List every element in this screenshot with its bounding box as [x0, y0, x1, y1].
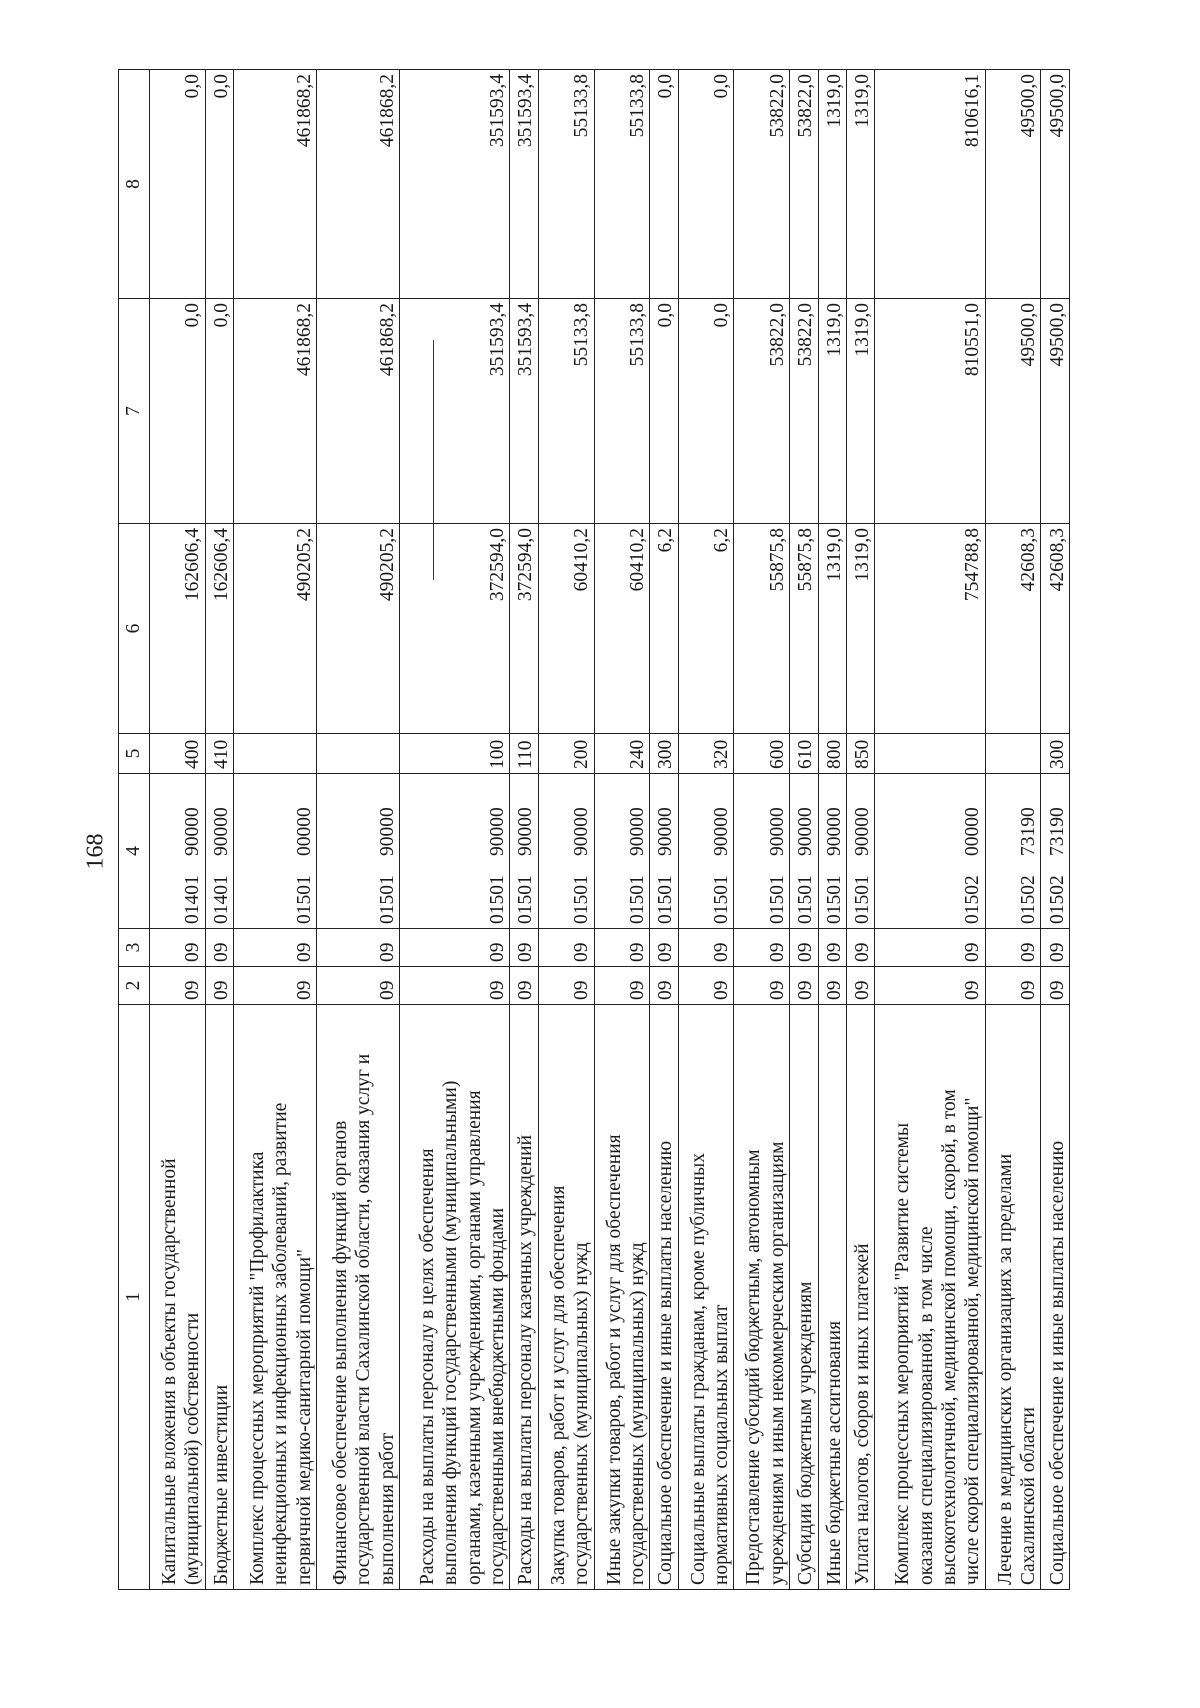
row-subsection-code: 09: [734, 929, 790, 967]
row-value-col7: 55133,8: [594, 299, 650, 524]
target-article-direction: 90000: [823, 807, 845, 856]
table-row: [734, 70, 790, 1590]
row-value-col6: 490205,2: [317, 524, 400, 734]
table-row: [150, 70, 206, 1590]
row-section-code: 09: [985, 967, 1041, 1005]
table-row: [205, 70, 233, 1590]
row-expense-type: 400: [150, 734, 206, 774]
row-section-code: 09: [818, 967, 846, 1005]
row-expense-type: 410: [205, 734, 233, 774]
row-value-col7: 461868,2: [234, 299, 317, 524]
table-row: [790, 70, 818, 1590]
target-article-direction: 90000: [766, 807, 788, 856]
row-value-col7: 0,0: [678, 299, 734, 524]
row-subsection-code: 09: [234, 929, 317, 967]
target-article-direction: 90000: [487, 807, 509, 856]
row-expense-type: [234, 734, 317, 774]
row-subsection-code: 09: [790, 929, 818, 967]
row-value-col6: 372594,0: [400, 524, 510, 734]
target-article-program: 01501: [852, 875, 874, 924]
row-name: Социальное обеспечение и иные выплаты населению: [1041, 1005, 1070, 1590]
row-value-col7: 53822,0: [790, 299, 818, 524]
row-name: Иные бюджетные ассигнования: [818, 1005, 846, 1590]
budget-table: [118, 69, 1070, 1590]
header-col-1: 1: [119, 1005, 150, 1590]
row-expense-type: [317, 734, 400, 774]
row-expense-type: 850: [847, 734, 875, 774]
table-row: [594, 70, 650, 1590]
target-article-program: 01401: [210, 875, 232, 924]
row-target-article: [510, 774, 538, 929]
row-section-code: 09: [317, 967, 400, 1005]
page-number: 168: [82, 833, 109, 870]
row-value-col7: 810551,0: [875, 299, 985, 524]
target-article-program: 01501: [795, 875, 817, 924]
target-article-program: 01501: [293, 875, 315, 924]
table-row: [985, 70, 1041, 1590]
target-article-direction: 73190: [1018, 807, 1040, 856]
target-article-direction: 90000: [626, 807, 648, 856]
row-value-col6: 162606,4: [150, 524, 206, 734]
target-article-direction: 00000: [293, 807, 315, 856]
target-article-program: 01501: [766, 875, 788, 924]
table-row: [818, 70, 846, 1590]
header-col-7: 7: [119, 299, 150, 524]
row-value-col7: 49500,0: [1041, 299, 1070, 524]
rotated-table-wrapper: [118, 70, 1070, 1590]
target-article-program: 01501: [376, 875, 398, 924]
row-section-code: 09: [400, 967, 510, 1005]
row-section-code: 09: [205, 967, 233, 1005]
row-value-col8: 0,0: [650, 70, 678, 299]
target-article-direction: 90000: [376, 807, 398, 856]
row-value-col8: 0,0: [205, 70, 233, 299]
table-row: [234, 70, 317, 1590]
row-expense-type: 800: [818, 734, 846, 774]
row-value-col8: 53822,0: [734, 70, 790, 299]
row-value-col8: 0,0: [678, 70, 734, 299]
row-value-col6: 42608,3: [985, 524, 1041, 734]
row-expense-type: 300: [1041, 734, 1070, 774]
target-article-program: 01501: [626, 875, 648, 924]
target-article-program: 01501: [571, 875, 593, 924]
target-article-direction: 73190: [1046, 807, 1068, 856]
row-value-col8: 1319,0: [847, 70, 875, 299]
row-name: Социальные выплаты гражданам, кроме публичных нормативных социальных выплат: [678, 1005, 734, 1590]
row-name: Закупка товаров, работ и услуг для обеспечения государственных (муниципальных) нужд: [538, 1005, 594, 1590]
row-section-code: 09: [650, 967, 678, 1005]
row-value-col8: 49500,0: [1041, 70, 1070, 299]
row-value-col8: 53822,0: [790, 70, 818, 299]
row-target-article: [818, 774, 846, 929]
row-value-col6: 490205,2: [234, 524, 317, 734]
row-value-col6: 55875,8: [734, 524, 790, 734]
target-article-direction: 90000: [655, 807, 677, 856]
table-row: [510, 70, 538, 1590]
row-value-col7: 0,0: [205, 299, 233, 524]
row-target-article: [734, 774, 790, 929]
row-expense-type: 200: [538, 734, 594, 774]
row-value-col8: 461868,2: [234, 70, 317, 299]
row-expense-type: 610: [790, 734, 818, 774]
row-section-code: 09: [594, 967, 650, 1005]
row-name: Капитальные вложения в объекты государственной (муниципальной) собственности: [150, 1005, 206, 1590]
row-subsection-code: 09: [400, 929, 510, 967]
row-expense-type: [875, 734, 985, 774]
table-header: [119, 70, 150, 1590]
row-name: Финансовое обеспечение выполнения функций органов государственной власти Сахалинской области, оказания услуг и выполнения работ: [317, 1005, 400, 1590]
row-value-col8: 0,0: [150, 70, 206, 299]
row-name: Предоставление субсидий бюджетным, автономным учреждениям и иным некоммерческим организациям: [734, 1005, 790, 1590]
row-value-col7: 461868,2: [317, 299, 400, 524]
row-name: Социальное обеспечение и иные выплаты населению: [650, 1005, 678, 1590]
target-article-direction: 90000: [795, 807, 817, 856]
row-subsection-code: 09: [678, 929, 734, 967]
row-value-col8: 55133,8: [594, 70, 650, 299]
row-expense-type: 110: [510, 734, 538, 774]
row-subsection-code: 09: [205, 929, 233, 967]
row-subsection-code: 09: [150, 929, 206, 967]
row-subsection-code: 09: [650, 929, 678, 967]
row-expense-type: 600: [734, 734, 790, 774]
row-subsection-code: 09: [594, 929, 650, 967]
row-subsection-code: 09: [317, 929, 400, 967]
target-article-direction: 90000: [182, 807, 204, 856]
row-name: Иные закупки товаров, работ и услуг для обеспечения государственных (муниципальных) нужд: [594, 1005, 650, 1590]
row-expense-type: 240: [594, 734, 650, 774]
row-value-col6: 6,2: [650, 524, 678, 734]
target-article-direction: 00000: [962, 807, 984, 856]
row-value-col6: 60410,2: [538, 524, 594, 734]
row-section-code: 09: [510, 967, 538, 1005]
row-target-article: [650, 774, 678, 929]
row-target-article: [985, 774, 1041, 929]
row-subsection-code: 09: [538, 929, 594, 967]
row-section-code: 09: [1041, 967, 1070, 1005]
table-row: [678, 70, 734, 1590]
row-value-col6: 6,2: [678, 524, 734, 734]
target-article-program: 01501: [487, 875, 509, 924]
row-target-article: [594, 774, 650, 929]
target-article-program: 01501: [823, 875, 845, 924]
header-col-3: 3: [119, 929, 150, 967]
target-article-program: 01501: [655, 875, 677, 924]
target-article-program: 01401: [182, 875, 204, 924]
row-section-code: 09: [678, 967, 734, 1005]
row-name: Комплекс процессных мероприятий "Профилактика неинфекционных и инфекционных заболеваний, развитие первичной медико-санитарной помощи": [234, 1005, 317, 1590]
row-value-col8: 55133,8: [538, 70, 594, 299]
row-value-col7: 55133,8: [538, 299, 594, 524]
row-target-article: [205, 774, 233, 929]
table-row: [847, 70, 875, 1590]
row-name: Субсидии бюджетным учреждениям: [790, 1005, 818, 1590]
table-row: [875, 70, 985, 1590]
row-name: Уплата налогов, сборов и иных платежей: [847, 1005, 875, 1590]
row-target-article: [875, 774, 985, 929]
row-section-code: 09: [538, 967, 594, 1005]
table-row: [317, 70, 400, 1590]
row-target-article: [150, 774, 206, 929]
row-target-article: [317, 774, 400, 929]
row-value-col8: 49500,0: [985, 70, 1041, 299]
target-article-program: 01502: [962, 875, 984, 924]
row-section-code: 09: [734, 967, 790, 1005]
row-section-code: 09: [875, 967, 985, 1005]
row-expense-type: 100: [400, 734, 510, 774]
table-row: [400, 70, 510, 1590]
row-expense-type: [985, 734, 1041, 774]
target-article-direction: 90000: [515, 807, 537, 856]
header-col-5: 5: [119, 734, 150, 774]
row-target-article: [400, 774, 510, 929]
row-expense-type: 300: [650, 734, 678, 774]
row-target-article: [234, 774, 317, 929]
target-article-program: 01502: [1046, 875, 1068, 924]
row-value-col7: 351593,4: [400, 299, 510, 524]
row-value-col8: 810616,1: [875, 70, 985, 299]
row-value-col8: 351593,4: [400, 70, 510, 299]
target-article-direction: 90000: [852, 807, 874, 856]
row-section-code: 09: [234, 967, 317, 1005]
table-row: [538, 70, 594, 1590]
row-target-article: [538, 774, 594, 929]
table-row: [1041, 70, 1070, 1590]
header-col-2: 2: [119, 967, 150, 1005]
row-value-col7: 1319,0: [818, 299, 846, 524]
row-expense-type: 320: [678, 734, 734, 774]
header-row: [119, 70, 150, 1590]
row-value-col6: 754788,8: [875, 524, 985, 734]
header-col-4: 4: [119, 774, 150, 929]
row-name: Лечение в медицинских организациях за пределами Сахалинской области: [985, 1005, 1041, 1590]
row-target-article: [1041, 774, 1070, 929]
row-section-code: 09: [150, 967, 206, 1005]
row-subsection-code: 09: [875, 929, 985, 967]
row-name: Расходы на выплаты персоналу казенных учреждений: [510, 1005, 538, 1590]
row-value-col6: 1319,0: [818, 524, 846, 734]
row-value-col7: 0,0: [150, 299, 206, 524]
target-article-direction: 90000: [210, 807, 232, 856]
target-article-program: 01501: [515, 875, 537, 924]
row-name: Бюджетные инвестиции: [205, 1005, 233, 1590]
row-value-col8: 1319,0: [818, 70, 846, 299]
row-subsection-code: 09: [818, 929, 846, 967]
header-col-8: 8: [119, 70, 150, 299]
row-subsection-code: 09: [985, 929, 1041, 967]
row-section-code: 09: [847, 967, 875, 1005]
target-article-program: 01502: [1018, 875, 1040, 924]
row-value-col8: 461868,2: [317, 70, 400, 299]
row-subsection-code: 09: [847, 929, 875, 967]
row-value-col6: 372594,0: [510, 524, 538, 734]
target-article-direction: 90000: [711, 807, 733, 856]
row-name: Расходы на выплаты персоналу в целях обеспечения выполнения функций государственными (муниципальными) органами, казенными учреждениями, органами управления государственными внебюджетными фондами: [400, 1005, 510, 1590]
row-value-col7: 49500,0: [985, 299, 1041, 524]
row-value-col7: 1319,0: [847, 299, 875, 524]
row-name: Комплекс процессных мероприятий "Развитие системы оказания специализированной, в том числе высокотехнологичной, медицинской помощи, скорой, в том числе скорой специализированной, медицинской помощи": [875, 1005, 985, 1590]
row-value-col6: 1319,0: [847, 524, 875, 734]
target-article-direction: 90000: [571, 807, 593, 856]
row-target-article: [847, 774, 875, 929]
row-value-col6: 42608,3: [1041, 524, 1070, 734]
row-value-col7: 53822,0: [734, 299, 790, 524]
row-value-col6: 55875,8: [790, 524, 818, 734]
row-value-col7: 0,0: [650, 299, 678, 524]
row-subsection-code: 09: [510, 929, 538, 967]
row-section-code: 09: [790, 967, 818, 1005]
row-value-col6: 60410,2: [594, 524, 650, 734]
row-target-article: [678, 774, 734, 929]
row-value-col8: 351593,4: [510, 70, 538, 299]
table-row: [650, 70, 678, 1590]
target-article-program: 01501: [711, 875, 733, 924]
row-subsection-code: 09: [1041, 929, 1070, 967]
row-value-col6: 162606,4: [205, 524, 233, 734]
row-target-article: [790, 774, 818, 929]
row-value-col7: 351593,4: [510, 299, 538, 524]
header-col-6: 6: [119, 524, 150, 734]
table-body: [150, 70, 1070, 1590]
